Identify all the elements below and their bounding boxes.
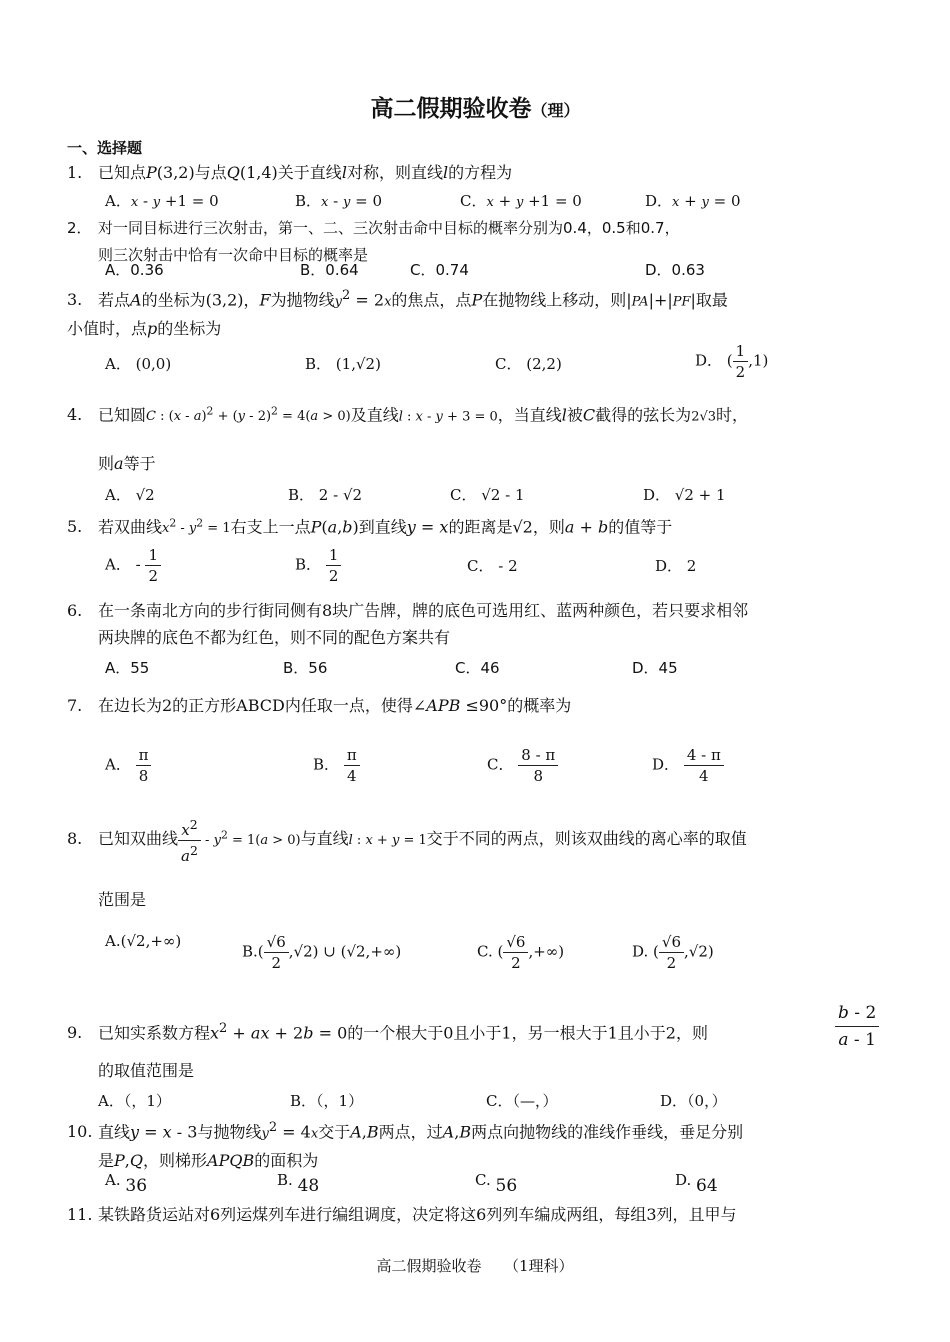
question-2: 2． 对一同目标进行三次射击，第一、二、三次射击命中目标的概率分别为0.4，0.5和0.7， 则三次射击中恰有一次命中目标的概率是 xyxy=(67,219,680,264)
question-4-line2: 则a等于 xyxy=(98,454,156,473)
question-9: 9. 已知实系数方程$x^2$ + ax + 2b = 0的一个根大于0且小于1，另一根大于1且小于2，则 xyxy=(67,1021,708,1043)
title-main: 高二假期验收卷 xyxy=(370,95,532,122)
question-4: 4. 已知圆C : (x - a)$^2$ + (y - 2)$^2$ = 4(a > 0)及直线l : x - y + 3 = 0，当直线l被C截得的弦长为2√3时， xyxy=(67,405,749,425)
question-6: 6. 在一条南北方向的步行街同侧有8块广告牌，牌的底色可选用红、蓝两种颜色，若只要求相邻 两块牌的底色不都为红色，则不同的配色方案共有 xyxy=(67,601,749,647)
section-heading: 一、选择题 xyxy=(67,139,143,157)
question-10: 10. 直线y = x - 3与抛物线$y^2 = 4x$交于A,B两点，过A,B两点向抛物线的准线作垂线，垂足分别 是P,Q，则梯形APQB的面积为 xyxy=(67,1120,744,1171)
page-footer: 高二假期验收卷 （1理科） xyxy=(376,1257,574,1275)
question-8: 8. 已知双曲线 $\frac{x^2}{a^2}$ - $y^2 = 1(a > 0)$与直线l : x + y = 1交于不同的两点，则该双曲线的离心率的取值 xyxy=(67,817,747,865)
question-9-line2: 的取值范围是 xyxy=(98,1061,195,1080)
exam-title xyxy=(0,90,950,123)
question-5: 5. 若双曲线$x^2 - y^2 = 1$右支上一点P(a,b)到直线y = x的距离是√2，则a + b的值等于 xyxy=(67,517,673,537)
question-11: 11. 某铁路货运站对6列运煤列车进行编组调度，决定将这6列列车编成两组，每组3列，且甲与 xyxy=(67,1205,737,1224)
question-9-fraction: $\frac{b - 2}{a - 1}$ xyxy=(835,1000,895,1053)
question-7: 7. 在边长为2的正方形ABCD内任取一点，使得∠APB ≤90°的概率为 xyxy=(67,696,572,715)
question-3: 3. 若点A的坐标为(3,2)，F为抛物线$y^2 = 2x$的焦点，点P在抛物线上移动，则|PA|+|PF|取最 小值时，点p的坐标为 xyxy=(67,288,728,339)
question-1: 1. 已知点P(3,2)与点Q(1,4)关于直线l对称，则直线l的方程为 xyxy=(67,163,513,182)
title-sub: （理） xyxy=(531,101,580,120)
question-8-line2: 范围是 xyxy=(98,890,147,909)
